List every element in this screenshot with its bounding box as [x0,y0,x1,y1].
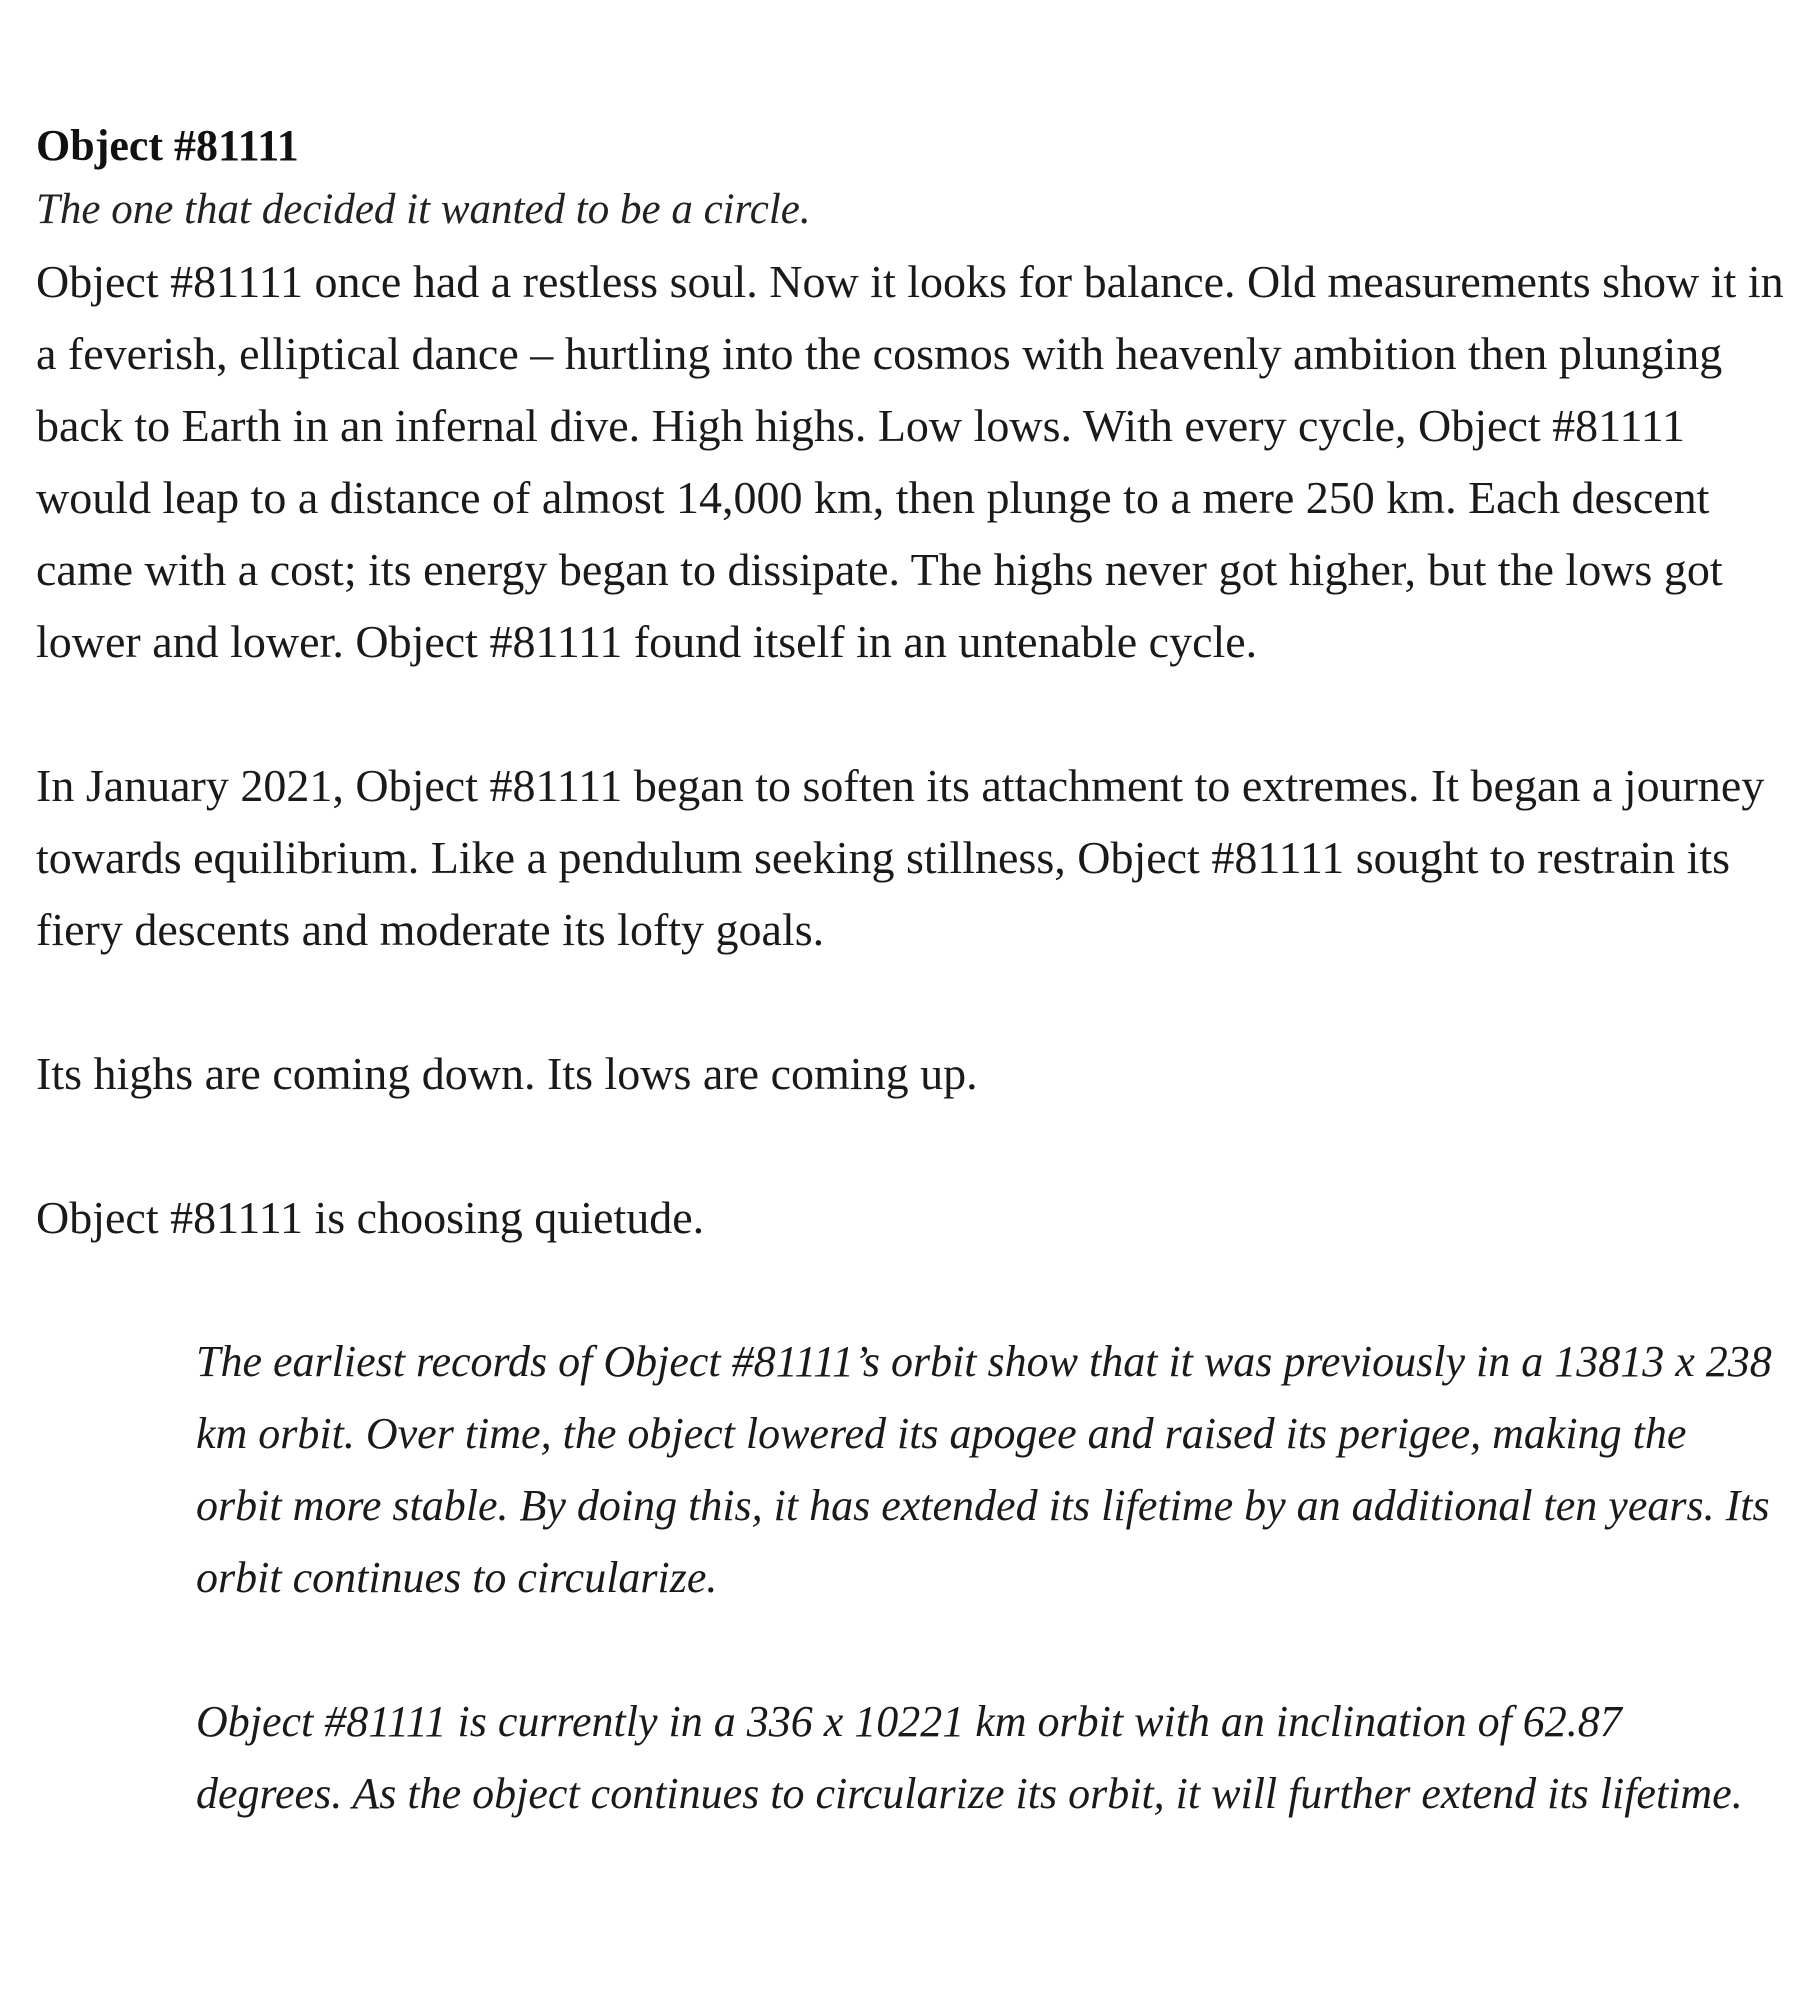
note-current-orbit: Object #81111 is currently in a 336 x 10221 km orbit with an inclination of 62.87 degrees. As the object continues to circularize its orbit, it will further extend its lifetime. [196,1697,1743,1818]
spacer [36,1110,1796,1182]
spacer [36,1254,1796,1326]
spacer [36,678,1796,750]
subtitle: The one that decided it wanted to be a circle. [36,186,811,233]
page-title: Object #81111 [36,121,299,170]
spacer [36,1614,1796,1686]
note-earliest-records: The earliest records of Object #81111’s orbit show that it was previously in a 13813 x 238 km orbit. Over time, the object lowered its apogee and raised its perigee, making the orbit more stable. By doing this, it has extended its lifetime by an additional ten years. Its orbit continues to circularize. [196,1337,1772,1602]
paragraph-highs-lows: Its highs are coming down. Its lows are coming up. [36,1048,978,1099]
spacer [36,966,1796,1038]
paragraph-history: Object #81111 once had a restless soul. Now it looks for balance. Old measurements show it in a feverish, elliptical dance – hurtling into the cosmos with heavenly ambition then plunging back to Earth in an infernal dive. High highs. Low lows. With every cycle, Object #81111 would leap to a distance of almost 14,000 km, then plunge to a mere 250 km. Each descent came with a cost; its energy began to dissipate. The highs never got higher, but the lows got lower and lower. Object #81111 found itself in an untenable cycle. [36,256,1784,667]
article [36,118,1796,1830]
paragraph-quietude: Object #81111 is choosing quietude. [36,1192,705,1243]
paragraph-journey: In January 2021, Object #81111 began to soften its attachment to extremes. It began a journey towards equilibrium. Like a pendulum seeking stillness, Object #81111 sought to restrain its fiery descents and moderate its lofty goals. [36,760,1765,955]
